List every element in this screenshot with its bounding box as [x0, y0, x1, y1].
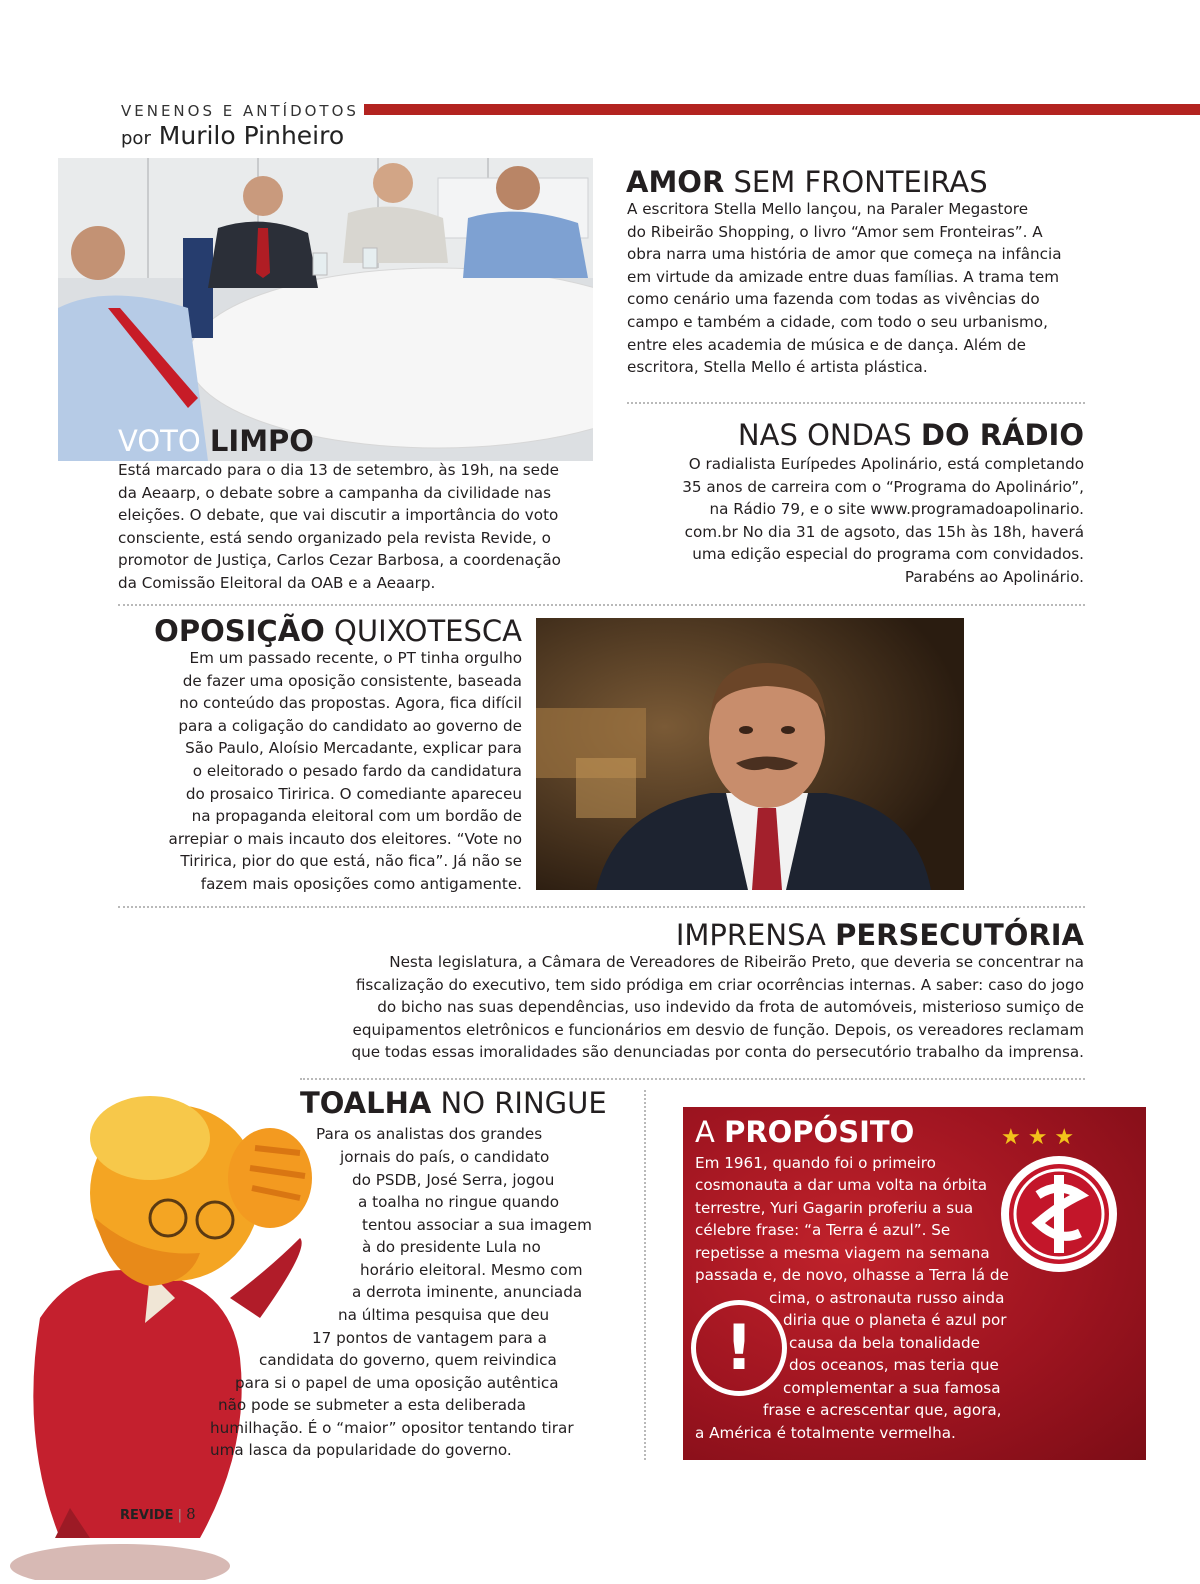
toalha-line: a toalha no ringue quando [358, 1193, 560, 1211]
byline-prefix: por [121, 128, 151, 149]
oposicao-line: arrepiar o mais incauto dos eleitores. “Vote no [168, 829, 522, 848]
oposicao-line: no conteúdo das propostas. Agora, fica difícil [179, 694, 522, 713]
amor-line: escritora, Stella Mello é artista plástica. [627, 358, 928, 377]
oposicao-line: na propaganda eleitoral com um bordão de [191, 807, 522, 826]
imprensa-line: equipamentos eletrônicos e funcionários em desvio de função. Depois, os vereadores reclamam [352, 1020, 1084, 1039]
divider [118, 604, 1085, 606]
page-number: 8 [186, 1505, 196, 1523]
toalha-line: horário eleitoral. Mesmo com [360, 1261, 583, 1279]
toalha-line: não pode se submeter a esta deliberada [218, 1396, 526, 1414]
oposicao-title-light: QUIXOTESCA [334, 614, 522, 648]
voto-line: consciente, está sendo organizado pela revista Revide, o [118, 528, 551, 547]
toalha-line: uma lasca da popularidade do governo. [210, 1441, 512, 1459]
radio-line: 35 anos de carreira com o “Programa do Apolinário”, [682, 477, 1084, 496]
oposicao-line: Tiririca, pior do que está, não fica”. Já não se [180, 852, 522, 871]
proposito-line: cosmonauta a dar uma volta na órbita [695, 1176, 988, 1194]
club-crest-icon [998, 1153, 1120, 1275]
amor-line: obra narra uma história de amor que começa na infância [627, 245, 1062, 264]
amor-line: do Ribeirão Shopping, o livro “Amor sem Fronteiras”. A [627, 222, 1043, 241]
amor-line: entre eles academia de música e de dança. Além de [627, 335, 1027, 354]
proposito-line: repetisse a mesma viagem na semana [695, 1244, 990, 1262]
oposicao-line: o eleitorado o pesado fardo da candidatura [192, 761, 522, 780]
imprensa-title-light: IMPRENSA [675, 918, 826, 952]
amor-title-light: SEM FRONTEIRAS [733, 165, 988, 199]
proposito-line: causa da bela tonalidade [789, 1334, 980, 1352]
a-proposito-box [683, 1107, 1146, 1460]
oposicao-line: de fazer uma oposição consistente, baseada [182, 671, 522, 690]
footer-brand: REVIDE [120, 1508, 174, 1523]
radio-line: com.br No dia 31 de agsoto, das 15h às 18h, haverá [684, 522, 1084, 541]
radio-line: Parabéns ao Apolinário. [904, 567, 1084, 586]
oposicao-line: São Paulo, Aloísio Mercadante, explicar para [185, 739, 522, 758]
toalha-line: jornais do país, o candidato [340, 1148, 550, 1166]
oposicao-line: fazem mais oposições como antigamente. [200, 874, 522, 893]
voto-title-light: VOTO [118, 424, 201, 458]
radio-line: O radialista Eurípedes Apolinário, está completando [688, 455, 1084, 473]
voto-line: eleições. O debate, que vai discutir a importância do voto [118, 506, 559, 525]
exclamation-mark: ! [724, 1311, 754, 1384]
amor-line: A escritora Stella Mello lançou, na Paraler Megastore [627, 200, 1029, 218]
portrait-photo [536, 618, 964, 890]
proposito-title-bold: PROPÓSITO [724, 1115, 915, 1149]
proposito-line: frase e acrescentar que, agora, [763, 1401, 1002, 1419]
voto-title-bold: LIMPO [209, 424, 314, 458]
header-rule [364, 104, 1200, 115]
voto-limpo-title [118, 424, 314, 458]
toalha-line: candidata do governo, quem reivindica [259, 1351, 557, 1369]
star-icon: ★ ★ ★ [1001, 1125, 1075, 1150]
oposicao-line: para a coligação do candidato ao governo de [178, 716, 522, 735]
amor-line: como cenário uma fazenda com todas as vivências do [627, 290, 1040, 309]
amor-line: em virtude da amizade entre duas famílias. A trama tem [627, 267, 1060, 286]
divider [627, 402, 1085, 404]
proposito-line: cima, o astronauta russo ainda [769, 1289, 1005, 1307]
caricature-illustration [0, 1068, 330, 1580]
page-footer [120, 1505, 196, 1523]
radio-title-light: NAS ONDAS [737, 418, 912, 452]
amor-body [627, 198, 1097, 379]
toalha-line: na última pesquisa que deu [338, 1306, 550, 1324]
toalha-line: tentou associar a sua imagem [362, 1216, 592, 1234]
proposito-line: diria que o planeta é azul por [783, 1311, 1007, 1329]
toalha-line: a derrota iminente, anunciada [352, 1283, 583, 1301]
radio-title-bold: DO RÁDIO [920, 418, 1084, 452]
toalha-line: 17 pontos de vantagem para a [312, 1329, 547, 1347]
imprensa-body [300, 951, 1084, 1064]
toalha-line: para si o papel de uma oposição autêntica [235, 1374, 559, 1392]
column-rule [644, 1090, 646, 1460]
proposito-line: Em 1961, quando foi o primeiro [695, 1154, 936, 1172]
oposicao-title-bold: OPOSIÇÃO [154, 614, 325, 648]
radio-title [600, 418, 1084, 452]
voto-line: da Comissão Eleitoral da OAB e a Aeaarp. [118, 573, 436, 592]
toalha-line: Para os analistas dos grandes [316, 1125, 543, 1143]
author-name: Murilo Pinheiro [158, 121, 345, 150]
divider [118, 906, 1085, 908]
toalha-title-light: NO RINGUE [440, 1086, 607, 1120]
meeting-photo [58, 158, 593, 461]
radio-line: uma edição especial do programa com convidados. [692, 545, 1084, 564]
proposito-title [695, 1115, 914, 1149]
voto-line: Está marcado para o dia 13 de setembro, às 19h, na sede [118, 461, 559, 479]
oposicao-line: do prosaico Tiririca. O comediante apareceu [185, 784, 522, 803]
proposito-line: célebre frase: “a Terra é azul”. Se [695, 1221, 951, 1239]
divider [300, 1078, 1085, 1080]
amor-title-bold: AMOR [626, 165, 725, 199]
amor-line: campo e também a cidade, com todo o seu urbanismo, [627, 312, 1048, 331]
proposito-title-light: A [695, 1115, 715, 1149]
footer-separator: | [177, 1508, 187, 1523]
proposito-line: dos oceanos, mas teria que [789, 1356, 999, 1374]
amor-title [626, 165, 988, 199]
proposito-line: terrestre, Yuri Gagarin proferiu a sua [695, 1199, 974, 1217]
toalha-title-bold: TOALHA [300, 1086, 432, 1120]
proposito-line: passada e, de novo, olhasse a Terra lá de [695, 1266, 1009, 1284]
imprensa-line: Nesta legislatura, a Câmara de Vereadores de Ribeirão Preto, que deveria se concentrar na [389, 953, 1084, 971]
toalha-title [300, 1086, 607, 1120]
toalha-line: à do presidente Lula no [362, 1238, 541, 1256]
oposicao-title [100, 614, 522, 648]
voto-line: promotor de Justiça, Carlos Cezar Barbosa, a coordenação [118, 551, 561, 570]
voto-limpo-body [118, 459, 588, 595]
radio-body [600, 453, 1084, 589]
proposito-line: complementar a sua famosa [783, 1379, 1001, 1397]
imprensa-title-bold: PERSECUTÓRIA [835, 918, 1084, 952]
section-kicker: VENENOS E ANTÍDOTOS [121, 102, 359, 120]
radio-line: na Rádio 79, e o site www.programadoapolinario. [709, 500, 1084, 519]
imprensa-line: fiscalização do executivo, tem sido pródiga em criar ocorrências internas. A saber: caso do jogo [355, 975, 1084, 994]
proposito-line: a América é totalmente vermelha. [695, 1424, 956, 1442]
voto-line: da Aeaarp, o debate sobre a campanha da civilidade nas [118, 483, 552, 502]
oposicao-line: Em um passado recente, o PT tinha orgulho [189, 649, 522, 667]
imprensa-line: do bicho nas suas dependências, uso indevido da frota de automóveis, misterioso sumiço de [377, 998, 1084, 1017]
toalha-line: do PSDB, José Serra, jogou [352, 1171, 555, 1189]
imprensa-line: que todas essas imoralidades são denunciadas por conta do persecutório trabalho da imprensa. [351, 1043, 1084, 1062]
imprensa-title [300, 918, 1084, 952]
byline [121, 121, 344, 150]
toalha-line: humilhação. É o “maior” opositor tentando tirar [210, 1419, 574, 1437]
oposicao-body [100, 647, 522, 896]
